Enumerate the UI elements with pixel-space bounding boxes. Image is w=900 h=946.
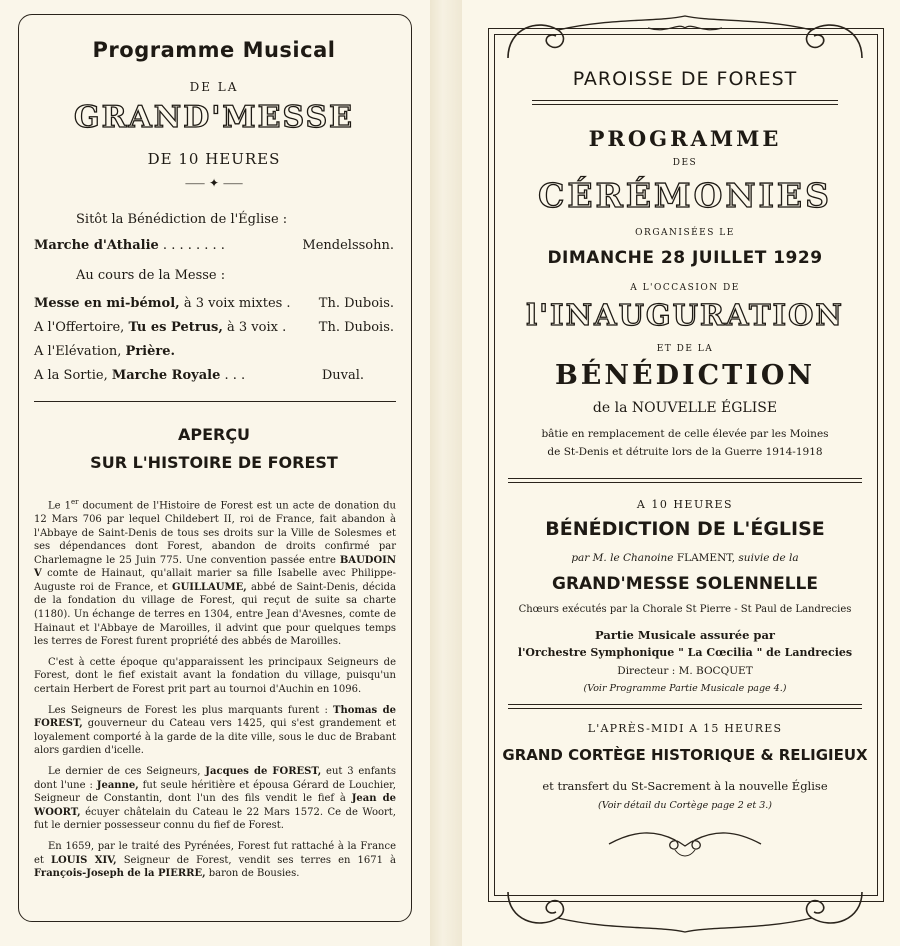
text: BAUDOIN V <box>34 554 396 580</box>
item-composer: Th. Dubois. <box>318 320 394 335</box>
history-paragraph-3 <box>34 704 396 758</box>
text: écuyer châtelain du Cateau le 22 Mars 1572. Ce de Woort, fut le dernier possesseur connu du fief de Forest. <box>34 806 396 832</box>
right-page <box>462 0 900 946</box>
transfert-line: et transfert du St-Sacrement à la nouvelle Église <box>542 779 828 793</box>
history-paragraph-5 <box>34 840 396 881</box>
history-paragraph-1 <box>34 496 396 649</box>
top-scroll-ornament-icon <box>498 8 872 68</box>
voir-programme: (Voir Programme Partie Musicale page 4.) <box>583 683 787 694</box>
item-prefix: A la Sortie, <box>34 368 112 383</box>
benediction-eglise: BÉNÉDICTION DE L'ÉGLISE <box>545 518 825 540</box>
text: Jean de WOORT, <box>34 793 397 818</box>
text: Seigneur de Forest, vendit ses terres en 1671 à <box>116 854 396 866</box>
text: abbé de Saint-Denis, décida de la fondation du village de Forest, qui reçut de suite sa charte (1180). Un échange de terres en 1304, entre Jean d'Avesnes, comte de Hainaut et l'Abbaye de Maroilles, il advint que pour quelques temps les terres de Forest furent propriété des abbés de Maroilles. <box>34 581 397 648</box>
directeur-line <box>488 665 882 677</box>
flourish-ornament-icon <box>605 826 765 862</box>
partie-musicale-line: Partie Musicale assurée par <box>595 628 775 642</box>
small-ornament-icon: ⸺ ✦ ⸺ <box>184 176 244 190</box>
programme-intro-2: Au cours de la Messe : <box>76 268 226 283</box>
section-divider <box>34 401 396 402</box>
organisees-label: ORGANISÉES LE <box>635 228 735 238</box>
history-paragraph-2: C'est à cette époque qu'apparaissent les principaux Seigneurs de Forest, dont le fief existait avant la fondation du village, puisqu'un certain Herbert de Forest prit part au tournoi d'Auchin en 1096. <box>34 656 396 696</box>
orchestre-line: l'Orchestre Symphonique " La Cœcilia " de Landrecies <box>517 646 853 659</box>
item-rest: à 3 voix . <box>222 320 287 335</box>
text: François-Joseph de la PIERRE, <box>34 868 206 880</box>
header-rule <box>532 100 838 101</box>
programme-de-la: DE LA <box>189 80 239 94</box>
left-page <box>0 0 430 946</box>
text: Thomas de FOREST, <box>34 704 396 730</box>
des-label: DES <box>672 158 698 168</box>
history-text <box>34 496 396 888</box>
section-rule <box>508 482 862 483</box>
text: M. BOCQUET <box>678 665 753 677</box>
item-rest: à 3 voix mixtes . <box>179 296 291 311</box>
officiant-line <box>488 552 882 564</box>
time-morning: A 10 HEURES <box>636 498 734 511</box>
text: LOUIS XIV, <box>51 854 117 866</box>
item-title: Marche d'Athalie <box>34 238 159 253</box>
text: FLAMENT, <box>676 552 736 564</box>
ceremonies-heading: CÉRÉMONIES <box>538 176 832 215</box>
item-composer: Mendelssohn. <box>302 238 394 253</box>
text: baron de Bousies. <box>205 868 300 880</box>
text: Jeanne, <box>96 779 139 791</box>
item-composer: Duval. <box>321 368 364 383</box>
grand-messe-solennelle: GRAND'MESSE SOLENNELLE <box>551 574 818 594</box>
benediction-heading: BÉNÉDICTION <box>554 360 816 391</box>
history-title-2: SUR L'HISTOIRE DE FOREST <box>90 453 338 472</box>
section-rule <box>508 708 862 709</box>
bottom-scroll-ornament-icon <box>498 884 872 940</box>
item-title: Prière. <box>125 344 176 359</box>
inauguration-heading: l'INAUGURATION <box>526 298 844 332</box>
item-dots: . . . . . . . . <box>158 238 225 253</box>
item-prefix: A l'Offertoire, <box>34 320 129 335</box>
item-title: Tu es Petrus, <box>128 320 223 335</box>
programme-musical-title: Programme Musical <box>92 38 336 62</box>
et-de-la-label: ET DE LA <box>656 344 714 354</box>
programme-intro-1: Sitôt la Bénédiction de l'Église : <box>76 212 288 227</box>
text: gouverneur du Cateau vers 1425, qui s'est grandement et loyalement comporté à la garde de la dite ville, sous le duc de Brabant alors gardien d'icelle. <box>34 718 396 757</box>
text: suivie de la <box>735 552 799 564</box>
item-prefix: A l'Elévation, <box>34 344 126 359</box>
text: er <box>70 498 79 506</box>
choeurs-line: Chœurs exécutés par la Chorale St Pierre - St Paul de Landrecies <box>518 604 852 615</box>
section-rule <box>508 478 862 479</box>
text: par M. le Chanoine <box>571 552 677 564</box>
programme-time: DE 10 HEURES <box>147 150 281 168</box>
text: Le 1 <box>48 500 71 512</box>
nouvelle-eglise: de la NOUVELLE ÉGLISE <box>592 400 778 416</box>
section-rule <box>508 704 862 705</box>
item-title: Messe en mi-bémol, <box>34 296 180 311</box>
text: eut 3 enfants dont l'une : <box>34 766 397 791</box>
text: Directeur : <box>617 665 679 677</box>
text: comte de Hainaut, qu'allait marier sa fille Isabelle avec Philippe-Auguste roi de France, et <box>34 568 396 593</box>
text: Les Seigneurs de Forest les plus marquants furent : <box>48 704 334 716</box>
text: Jacques de FOREST, <box>205 766 322 778</box>
cortege-heading: GRAND CORTÈGE HISTORIQUE & RELIGIEUX <box>502 746 868 764</box>
item-rest: . . . <box>220 368 246 383</box>
text: GUILLAUME, <box>172 581 247 593</box>
event-date: DIMANCHE 28 JUILLET 1929 <box>547 248 823 268</box>
page-fold <box>430 0 462 946</box>
grand-messe-title: GRAND'MESSE <box>73 100 355 135</box>
batie-line-1: bâtie en remplacement de celle élevée par les Moines <box>541 428 829 440</box>
item-title: Marche Royale <box>111 368 221 383</box>
text: En 1659, par le traité des Pyrénées, Forest fut rattaché à la France et <box>34 840 396 866</box>
header-rule <box>532 104 838 105</box>
history-title-1: APERÇU <box>177 425 251 444</box>
text: Le dernier de ces Seigneurs, <box>48 766 206 778</box>
parish-name: PAROISSE DE FOREST <box>572 68 798 90</box>
batie-line-2: de St-Denis et détruite lors de la Guerre 1914-1918 <box>547 446 823 458</box>
time-afternoon: L'APRÈS-MIDI A 15 HEURES <box>587 722 783 735</box>
text: fut seule héritière et épousa Gérard de Louchier, Seigneur de Constantin, dont l'un des fils vendit le fief à <box>34 779 396 805</box>
history-paragraph-4 <box>34 765 396 833</box>
item-composer: Th. Dubois. <box>318 296 394 311</box>
text: document de l'Histoire de Forest est un acte de donation du 12 Mars 706 par lequel Childebert II, roi de France, fait abandon à l'Abbaye de Saint-Denis de tous ses droits sur la Ville de Solesmes et ses dépendances dont Forest, abandon de droits confirmé par Charlemagne le 25 Juin 775. Une convention passée entre <box>34 500 396 566</box>
occasion-label: A L'OCCASION DE <box>630 283 740 293</box>
programme-heading: PROGRAMME <box>588 126 782 151</box>
voir-cortege: (Voir détail du Cortège page 2 et 3.) <box>598 800 772 811</box>
